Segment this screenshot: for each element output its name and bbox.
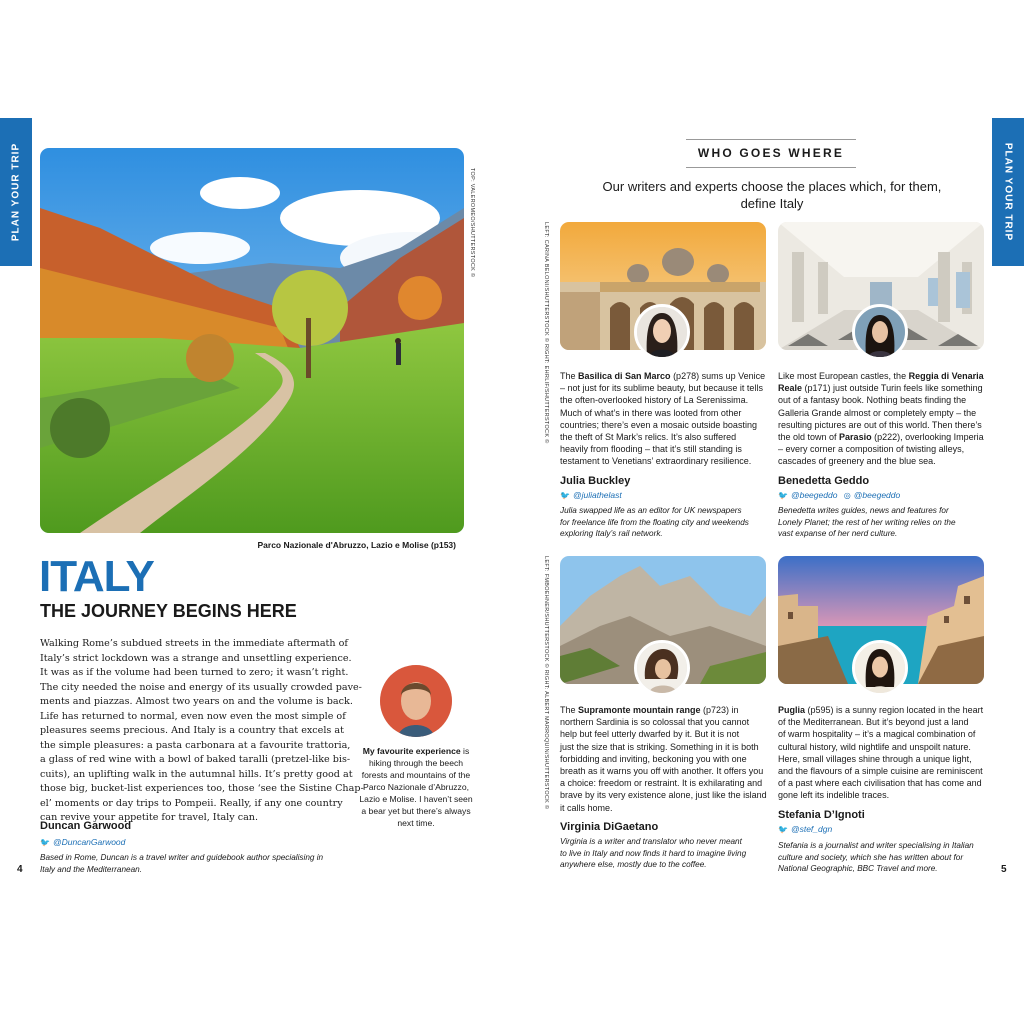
card-text-line: Puglia (p595) is a sunny region located in the heart <box>778 705 984 715</box>
card-text-line: out of a fantasy book. Nothing beats finding the <box>778 395 967 406</box>
who-heading: WHO GOES WHERE <box>697 146 845 160</box>
card-supramonte-author: Virginia DiGaetano <box>560 821 659 833</box>
card-text-line: forbidding and inviting, beckoning you with one <box>560 753 747 764</box>
duncan-avatar <box>380 665 452 737</box>
intro-paragraph-line: Life has returned to normal, even now even the most simple of <box>40 710 346 722</box>
hero-photo-abruzzo <box>40 148 464 533</box>
card-text-line: testament to Venetians’ extraordinary resilience. <box>560 456 752 467</box>
card-text-line: of the Mediterranean. But it’s beyond just a land <box>778 717 969 728</box>
page-number-left: 4 <box>17 864 23 875</box>
card-text-line: a choice: freedom or restraint. It is exhilarating and <box>560 778 763 789</box>
card-bio-line: vast expanse of her nerd culture. <box>778 529 898 538</box>
card-venaria-author: Benedetta Geddo <box>778 475 870 487</box>
intro-author-handle[interactable]: 🐦 @DuncanGarwood <box>40 837 126 847</box>
intro-paragraph-line: It was as if the volume had been turned to zero; it wasn’t right. <box>40 667 349 678</box>
plan-your-trip-label-left: PLAN YOUR TRIP <box>10 142 22 242</box>
intro-paragraph-line: Walking Rome’s subdued streets in the immediate aftermath of <box>40 638 348 649</box>
intro-paragraph-line: the simple pleasures: a pasta carbonara at a favourite trattoria, <box>40 739 351 751</box>
card-bio-line: Stefania is a journalist and writer specialising in Italian <box>778 841 974 850</box>
page-subtitle: THE JOURNEY BEGINS HERE <box>40 601 297 621</box>
card-puglia-text <box>778 704 983 802</box>
card-bio-line: National Geographic, BBC Travel and more. <box>778 864 938 873</box>
card-san-marco-bio <box>560 505 749 540</box>
card-text-line: of a past where each civilisation that has come and <box>778 778 982 789</box>
card-text-line: The Supramonte mountain range (p723) in <box>560 705 739 715</box>
card-text-line: just the size that is striking. Something in it is both <box>560 741 759 752</box>
page-title: ITALY <box>39 552 154 601</box>
card-text-line: the theft of St Mark’s relics. It’s also suffered <box>560 432 737 443</box>
who-rule-bottom <box>686 167 856 168</box>
card-text-line: resulting pictures are out of this world. Then there’s <box>778 419 982 430</box>
card-bio-line: Benedetta writes guides, news and features for <box>778 506 949 515</box>
intro-paragraph-line: Italy’s strict lockdown was a strange and unsettling experience. <box>40 652 352 664</box>
card-venaria-bio <box>778 505 956 540</box>
twitter-icon: 🐦 <box>560 491 570 500</box>
benedetta-avatar <box>852 304 908 360</box>
card-bio-line: exploring Italy’s rail network. <box>560 529 663 538</box>
favourite-bold: My favourite experience <box>362 746 461 756</box>
instagram-icon: ◎ <box>843 491 851 500</box>
card-bio-line: culture and society, which she has written about for <box>778 852 964 862</box>
card-text-line: Much of what’s in there was looted from other <box>560 407 742 418</box>
card-venaria-text <box>778 370 984 468</box>
virginia-avatar <box>634 640 690 696</box>
card-text-line: The Basilica di San Marco (p278) sums up Venice <box>560 371 766 381</box>
card-text-line: gone left its indelible traces. <box>778 790 890 801</box>
card-san-marco-text <box>560 370 765 468</box>
card-puglia-handle[interactable]: 🐦 @stef_dgn <box>778 824 833 834</box>
intro-paragraph-line: pleasures seems precious. And Italy is a country that excels at <box>40 725 344 736</box>
who-credit-top: LEFT: CARINA BELONI/SHUTTERSTOCK © RIGHT: EHRLIF/SHUTTERSTOCK © <box>543 222 549 444</box>
card-text-line: it calls home. <box>560 802 613 813</box>
card-supramonte-text <box>560 704 767 814</box>
who-subheading-line: Our writers and experts choose the places which, for them, <box>602 179 942 194</box>
julia-avatar <box>634 304 690 360</box>
twitter-icon: 🐦 <box>778 825 788 834</box>
intro-author-bio <box>40 852 323 875</box>
intro-paragraph-line: el’ moments or day trips to Pompeii. Really, if any one country <box>40 797 343 809</box>
stefania-avatar <box>852 640 908 696</box>
card-puglia-bio <box>778 840 974 875</box>
card-text-line: Galleria Grande almost or completely empty – the <box>778 407 977 418</box>
card-san-marco-handle[interactable]: 🐦 @juliathelast <box>560 490 622 500</box>
plan-your-trip-tab-right <box>992 118 1024 266</box>
who-subheading <box>560 178 984 212</box>
card-bio-line: Julia swapped life as an editor for UK newspapers <box>560 506 742 515</box>
plan-your-trip-label-right: PLAN YOUR TRIP <box>1002 142 1014 242</box>
intro-paragraph-line: The city needed the noise and energy of its usually crowded pave- <box>40 681 362 693</box>
card-text-line: the often-overlooked history of La Serenissima. <box>560 395 749 406</box>
intro-bio-line: Based in Rome, Duncan is a travel writer and guidebook author specialising in <box>40 853 324 862</box>
hero-caption: Parco Nazionale d'Abruzzo, Lazio e Molise (p153) <box>257 540 456 550</box>
card-text-line: – not just for its sublime beauty, but because it tells <box>560 383 763 394</box>
intro-author-name: Duncan Garwood <box>40 820 132 832</box>
intro-paragraph-line: can revive your appetite for travel, Italy can. <box>40 812 259 823</box>
card-text-line: of warm hospitality – it’s a magical combination of <box>778 729 976 740</box>
card-bio-line: for freelance life from the floating city and weekends <box>560 517 749 527</box>
favourite-experience: My favourite experience is hiking through the beech forests and mountains of the Parco Nazionale d’Abruzzo, Lazio e Molise. I haven’t seen a bear yet but there’s always next time. <box>359 746 473 828</box>
card-text-line: Reale (p171) just outside Turin feels like something <box>778 383 983 394</box>
card-bio-line: anywhere else, mostly due to the coffee. <box>560 860 707 869</box>
card-text-line: – every corner a composition of twisting alleys, <box>778 444 965 455</box>
twitter-icon: 🐦 <box>778 491 788 500</box>
intro-paragraph-line: ments and piazzas. Almost two years on and the volume is back. <box>40 696 353 707</box>
card-bio-line: to live in Italy and now finds it hard to imagine living <box>560 848 747 858</box>
intro-paragraph-line: a glass of red wine with a bowl of baked taralli (pretzel-like bis- <box>40 754 351 765</box>
intro-bio-line: Italy and the Mediterranean. <box>40 864 142 874</box>
who-rule-top <box>686 139 856 140</box>
intro-paragraph-line: those big, bucket-list experiences too, those ‘see the Sistine Chap- <box>40 783 364 794</box>
card-supramonte-bio <box>560 836 746 871</box>
card-text-line: cultural history, wild nightlife and unspoilt nature. <box>778 741 971 752</box>
page-number-right: 5 <box>1001 864 1007 875</box>
plan-your-trip-tab-left <box>0 118 32 266</box>
card-text-line: countries; there’s even a mosaic outside boasting <box>560 419 757 430</box>
intro-paragraph-line: cuits), an uplifting walk in the autumnal hills. It’s pretty good at <box>40 768 353 780</box>
card-text-line: Here, small villages shine through a unique light, <box>778 753 972 764</box>
card-text-line: heavily from flooding – that it’s still standing is <box>560 444 742 455</box>
card-bio-line: Virginia is a writer and translator who never meant <box>560 837 742 846</box>
card-text-line: Like most European castles, the Reggia di Venaria <box>778 371 984 381</box>
card-san-marco-author: Julia Buckley <box>560 475 631 487</box>
card-text-line: breath as it warns you off with another. It offers you <box>560 766 764 777</box>
card-text-line: help but feel utterly dwarfed by it. But it is not <box>560 729 740 740</box>
card-text-line: northern Sardinia is so colossal that you cannot <box>560 717 750 728</box>
card-text-line: the old town of Parasio (p222), overlooking Imperia <box>778 432 984 443</box>
card-bio-line: Lonely Planet; the rest of her writing relies on the <box>778 517 956 527</box>
card-text-line: cascades of greenery and the blue sea. <box>778 456 936 467</box>
card-puglia-author: Stefania D’Ignoti <box>778 809 865 821</box>
intro-paragraph <box>40 637 364 826</box>
card-venaria-handle[interactable]: 🐦 @beegeddo ◎ @beegeddo <box>778 490 901 500</box>
card-text-line: and the flavours of a simple cuisine are reminiscent <box>778 766 983 777</box>
card-text-line: brave by its very existence alone, just like the island <box>560 790 767 801</box>
twitter-icon: 🐦 <box>40 838 50 847</box>
who-subheading-line: define Italy <box>740 196 804 211</box>
hero-photo-credit: TOP: VALEROMEO/SHUTTERSTOCK © <box>469 168 475 278</box>
who-credit-bottom: LEFT: FMBOEHNER/SHUTTERSTOCK © RIGHT: ALBERT MARROQUIN/SHUTTERSTOCK © <box>543 556 549 810</box>
